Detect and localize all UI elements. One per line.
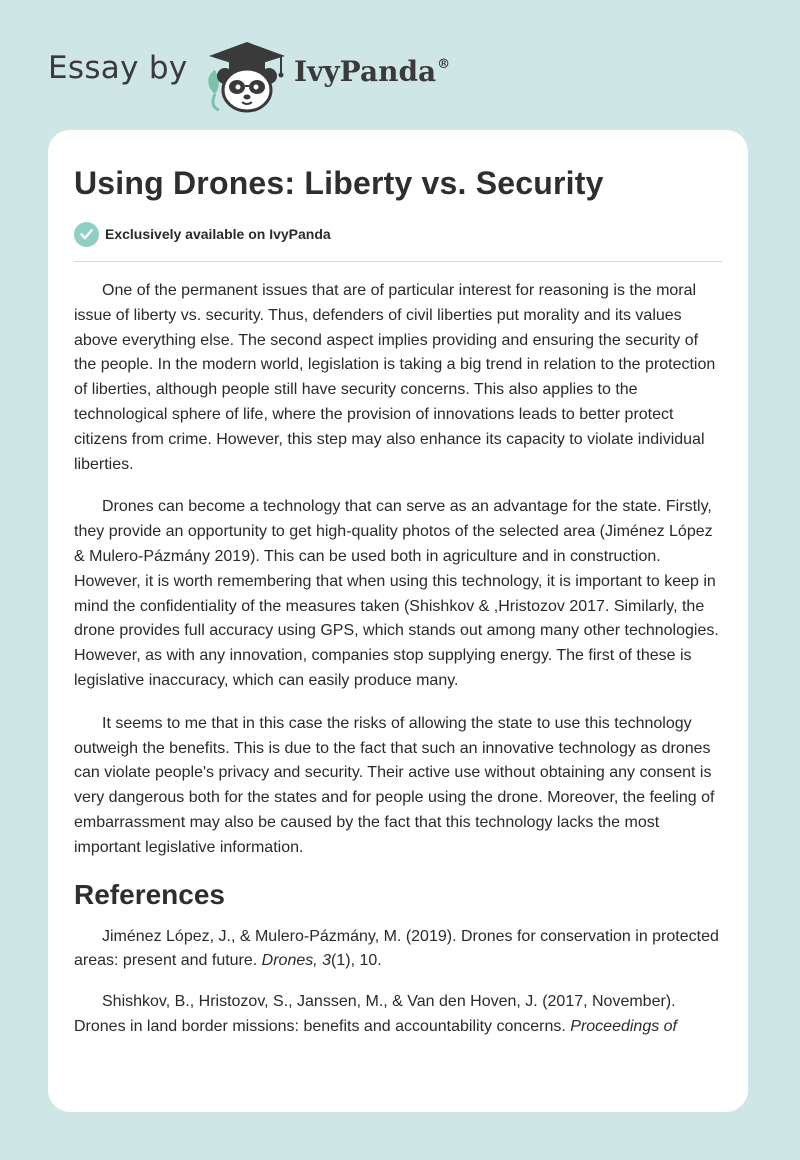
page-title: Using Drones: Liberty vs. Security bbox=[74, 165, 604, 201]
paragraph: One of the permanent issues that are of particular interest for reasoning is the moral issue of liberty vs. security. Thus, defenders of civil liberties put morality and its values above everything else. The second aspect implies providing and ensuring the security of the people. In the modern world, legislation is taking a big trend in relation to the protection of liberties, although people still have security concerns. This also applies to the technological sphere of life, where the provision of innovations leads to better protect citizens from crime. However, this step may also enhance its capacity to violate individual liberties. bbox=[74, 282, 716, 473]
exclusive-badge bbox=[74, 221, 331, 247]
panda-logo-icon[interactable] bbox=[201, 36, 293, 116]
registered-mark: ® bbox=[437, 57, 451, 72]
brand-name[interactable]: IvyPanda® bbox=[294, 55, 451, 88]
references-heading: References bbox=[74, 878, 225, 910]
paragraph: It seems to me that in this case the risks of allowing the state to use this technology outweigh the benefits. This is due to the fact that such an innovative technology as drones can violate people's privacy and security. Their active use without obtaining any consent is very dangerous both for the states and for people using the drone. Moreover, the feeling of embarrassment may also be caused by the fact that this technology lacks the most important legislative information. bbox=[74, 714, 715, 856]
check-circle-icon bbox=[74, 222, 99, 247]
reference-item: Shishkov, B., Hristozov, S., Janssen, M., & Van den Hoven, J. (2017, November). Drones in land border missions: benefits and accountability concerns. Proceedings of bbox=[74, 993, 677, 1035]
badge-label: Exclusively available on IvyPanda bbox=[105, 226, 331, 242]
essay-card bbox=[48, 130, 748, 1112]
reference-item: Jiménez López, J., & Mulero-Pázmány, M. (2019). Drones for conservation in protected areas: present and future. Drones, 3(1), 10. bbox=[74, 927, 719, 970]
site-header bbox=[48, 36, 648, 116]
essay-by-label: Essay by bbox=[48, 50, 188, 86]
paragraph: Drones can become a technology that can serve as an advantage for the state. Firstly, they provide an opportunity to get high-quality photos of the selected area (Jiménez López & Mulero-Pázmány 2019). This can be used both in agriculture and in construction. However, it is worth remembering that when using this technology, it is important to keep in mind the confidentiality of the measures taken (Shishkov & ,Hristozov 2017. Similarly, the drone provides full accuracy using GPS, which stands out among many other technologies. However, as with any innovation, companies stop supplying energy. The first of these is legislative inaccuracy, which can easily produce many. bbox=[74, 498, 719, 689]
essay-body bbox=[74, 279, 722, 1056]
title-divider bbox=[74, 261, 722, 262]
